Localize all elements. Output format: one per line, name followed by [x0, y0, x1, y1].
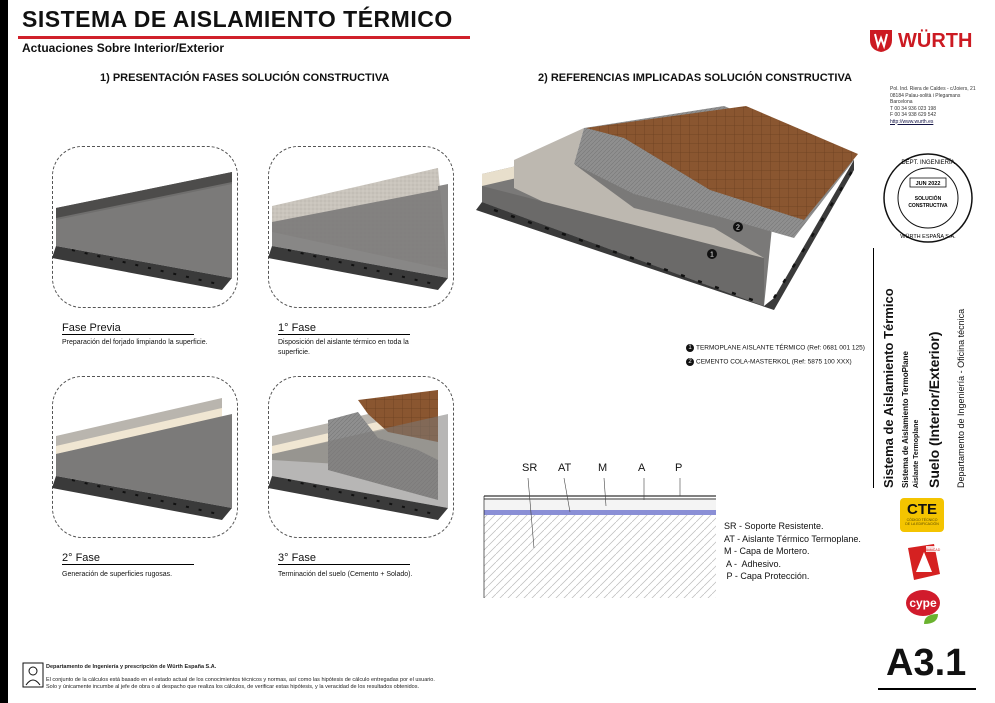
layer-label-at: AT	[558, 462, 572, 474]
sidebar-vertical-text	[881, 252, 979, 488]
reference-2	[686, 358, 852, 366]
svg-text:JUN 2022: JUN 2022	[915, 181, 941, 187]
svg-text:2: 2	[736, 224, 740, 232]
phase-1-title: 1° Fase	[278, 322, 317, 334]
layer-label-m: M	[598, 462, 608, 474]
phase-1-description: Disposición del aislante térmico en toda la superficie.	[278, 339, 409, 356]
svg-text:DEPT. INGENIERÍA: DEPT. INGENIERÍA	[901, 160, 955, 166]
page-title: SISTEMA DE AISLAMIENTO TÉRMICO	[22, 6, 453, 32]
approval-stamp	[880, 150, 976, 246]
layer-label-p: P	[675, 462, 683, 474]
sidebar-line-5: Departamento de Ingeniería - Oficina técnica	[956, 308, 966, 488]
phase-3-illustration	[268, 390, 460, 530]
sidebar-line-4: Suelo (Interior/Exterior)	[926, 331, 942, 488]
wurth-logo	[868, 28, 978, 54]
phase-previa-rule	[62, 334, 194, 335]
sidebar-divider	[873, 248, 874, 488]
svg-text:1: 1	[710, 251, 714, 259]
cype-badge: cype	[906, 590, 940, 616]
phase-3-rule	[278, 564, 410, 565]
phase-2-illustration	[52, 390, 244, 530]
section-heading-references: 2) REFERENCIAS IMPLICADAS SOLUCIÓN CONSTRUCTIVA	[538, 72, 852, 84]
phase-2-rule	[62, 564, 194, 565]
cype-leaf-icon	[922, 612, 940, 626]
footer-disclaimer: Departamento de Ingeniería y prescripción de Würth España S.A. El conjunto de la cálculos está basado en el estado actual de los conocimientos técnicos y normas, así como las hipótesis de cálculo entregadas por el usuario. Solo y únicamente incumbe al jefe de obra o al despacho que realiza los cálculos, de verificar estas hipótesis, y la veracidad de los resultados obtenidos.	[46, 664, 435, 690]
phase-2-title: 2° Fase	[62, 552, 101, 564]
page-subtitle: Actuaciones Sobre Interior/Exterior	[22, 41, 225, 55]
legend-a: A - Adhesivo.	[724, 558, 782, 569]
sidebar-line-3: Aislante Termoplane	[913, 419, 920, 488]
sheet-code: A3.1	[886, 642, 967, 684]
cte-badge: CTE CÓDIGO TÉCNICO DE LA EDIFICACIÓN	[900, 498, 944, 532]
wurth-logo-icon	[870, 30, 892, 52]
phase-1-rule	[278, 334, 410, 335]
phase-2-description: Generación de superficies rugosas.	[62, 571, 173, 578]
layer-section-diagram	[480, 474, 720, 600]
phase-previa-illustration	[52, 160, 244, 300]
sidebar-line-1: Sistema de Aislamiento Térmico	[881, 288, 896, 488]
autocad-icon	[904, 542, 944, 582]
phase-3-description: Terminación del suelo (Cemento + Solado).	[278, 571, 413, 578]
reference-1-number: 1	[686, 344, 694, 352]
phase-previa-description: Preparación del forjado limpiando la superficie.	[62, 339, 208, 346]
phase-3-title: 3° Fase	[278, 552, 317, 564]
wurth-logo-text: WÜRTH	[898, 30, 973, 52]
title-underline	[18, 36, 470, 39]
reference-2-number: 2	[686, 358, 694, 366]
layer-label-a: A	[638, 462, 646, 474]
legend-sr: SR - Soporte Resistente.	[724, 521, 824, 531]
section-heading-phases: 1) PRESENTACIÓN FASES SOLUCIÓN CONSTRUCTIVA	[100, 72, 390, 84]
svg-text:WÜRTH ESPAÑA S.A.: WÜRTH ESPAÑA S.A.	[900, 234, 956, 240]
sidebar-line-2: Sistema de Aislamiento TermoPlane	[901, 351, 910, 488]
svg-text:CONSTRUCTIVA: CONSTRUCTIVA	[908, 203, 948, 209]
svg-text:SOLUCIÓN: SOLUCIÓN	[914, 196, 942, 202]
reference-1	[686, 344, 865, 352]
sheet-code-rule	[878, 688, 976, 690]
main-floor-illustration	[474, 98, 866, 310]
layer-label-sr: SR	[522, 462, 538, 474]
reference-1-text: TERMOPLANE AISLANTE TÉRMICO (Ref: 0681 001 125)	[696, 344, 865, 352]
phase-previa-title: Fase Previa	[62, 322, 121, 334]
engineer-icon	[22, 662, 44, 688]
legend-p: P - Capa Protección.	[724, 571, 810, 581]
layer-legend	[724, 520, 861, 583]
reference-2-text: CEMENTO COLA-MASTERKOL (Ref: 5875 100 XXX)	[696, 358, 852, 366]
left-border	[0, 0, 8, 703]
company-address: Pol. Ind. Riera de Caldes - c/Joiers, 21 08184 Palau-solità i Plegamans Barcelona T 00 34 936 023 198 F 00 34 938 629 542 http://www.wurth.es	[890, 86, 976, 125]
svg-text:AutoCAD: AutoCAD	[925, 548, 941, 552]
phase-1-illustration	[268, 160, 460, 300]
legend-at: AT - Aislante Térmico Termoplane.	[724, 533, 861, 544]
legend-m: M - Capa de Mortero.	[724, 546, 810, 556]
